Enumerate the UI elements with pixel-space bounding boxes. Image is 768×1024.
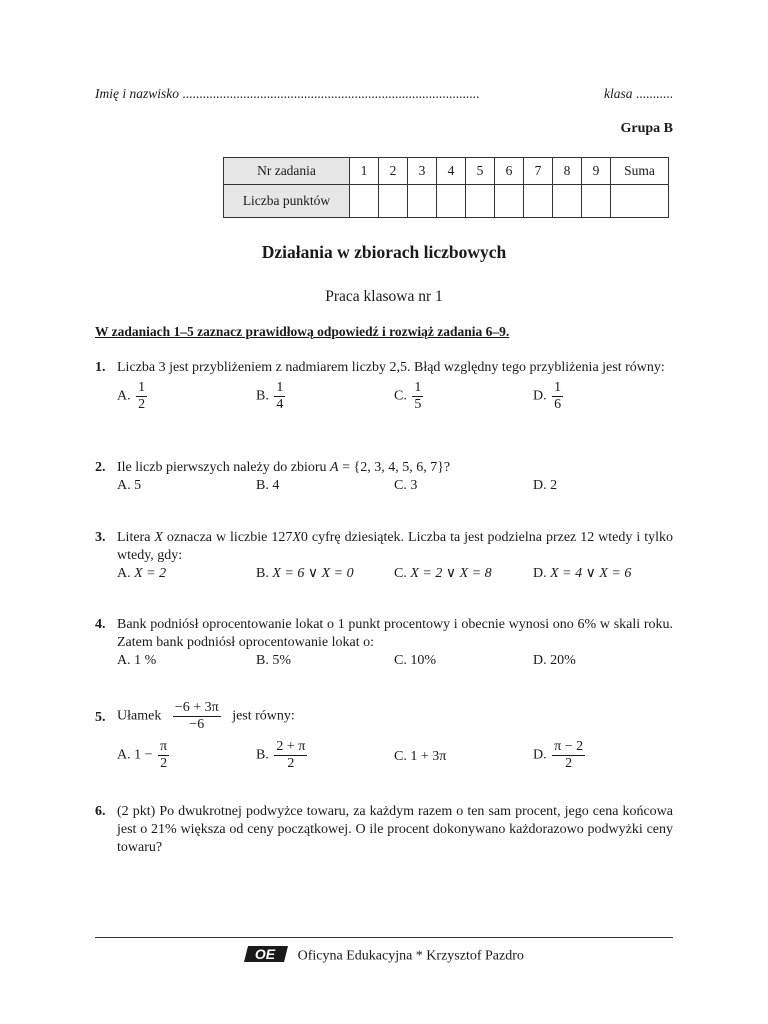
points-cell[interactable]: [466, 185, 495, 218]
task-number: 4: [437, 158, 466, 185]
option-c[interactable]: C. 3: [394, 478, 418, 493]
fraction: $\frac{1}{6}$: [554, 380, 562, 412]
option-c[interactable]: C. $\frac{1}{5}$: [394, 380, 422, 412]
task-number: 9: [582, 158, 611, 185]
publisher-name: Oficyna Edukacyjna * Krzysztof Pazdro: [297, 948, 524, 964]
task-number-header: Nr zadania: [224, 158, 350, 185]
name-field[interactable]: [95, 86, 479, 102]
question-2: [95, 459, 673, 499]
task-number: 7: [524, 158, 553, 185]
option-b[interactable]: B. $\frac{1}{4}$: [256, 380, 284, 412]
question-text: Ile liczb pierwszych należy do zbioru A = {2, 3, 4, 5, 6, 7}?: [117, 460, 451, 475]
option-a[interactable]: A. 1 %: [117, 653, 157, 668]
option-c[interactable]: C. 1 + 3π: [394, 749, 447, 764]
answer-options: [117, 565, 673, 587]
answer-options: [117, 739, 673, 779]
option-a[interactable]: A. 5: [117, 478, 142, 493]
points-cell[interactable]: [350, 185, 379, 218]
question-number: 5.: [95, 710, 106, 725]
question-text: (2 pkt) Po dwukrotnej podwyżce towaru, za każdym razem o ten sam procent, jego cena końcowa jest o 21% większa od ceny początkowej. O ile procent dokonywano każdorazowo podwyżki ceny towaru?: [117, 804, 673, 855]
points-cell[interactable]: [408, 185, 437, 218]
page-subtitle: Praca klasowa nr 1: [325, 288, 443, 305]
page-title: Działania w zbiorach liczbowych: [261, 242, 507, 262]
class-dots: ...........: [632, 86, 673, 101]
score-row-points: [224, 185, 669, 218]
score-row-tasks: [224, 158, 669, 185]
publisher-logo-icon: [244, 944, 290, 969]
score-table: [223, 157, 669, 218]
question-6: [95, 803, 673, 857]
points-cell[interactable]: [582, 185, 611, 218]
option-d[interactable]: D. $\frac{1}{6}$: [533, 380, 562, 412]
points-cell[interactable]: [524, 185, 553, 218]
points-cell[interactable]: [553, 185, 582, 218]
points-sum-cell[interactable]: [611, 185, 669, 218]
option-d[interactable]: D. $\frac{\pi - 2}{2}$: [533, 739, 584, 771]
svg-text:OE: OE: [255, 946, 276, 962]
option-c[interactable]: C. 10%: [394, 653, 436, 668]
answer-options: [117, 652, 673, 674]
answer-options: [117, 477, 673, 499]
fraction: $\frac{1}{4}$: [276, 380, 284, 412]
question-5: [95, 700, 673, 779]
task-number: 1: [350, 158, 379, 185]
question-4: [95, 616, 673, 674]
name-label: Imię i nazwisko: [95, 86, 179, 101]
option-b[interactable]: B. 5%: [256, 653, 291, 668]
fraction: $\frac{1}{2}$: [138, 380, 146, 412]
option-d[interactable]: D. X = 4 ∨ X = 6: [533, 566, 632, 581]
question-text: Liczba 3 jest przybliżeniem z nadmiarem liczby 2,5. Błąd względny tego przybliżenia jest równy:: [117, 360, 665, 375]
answer-options: [117, 380, 673, 420]
question-number: 2.: [95, 460, 106, 475]
fraction: $\frac{-6 + 3\pi}{-6}$: [174, 700, 219, 732]
class-field[interactable]: [604, 86, 673, 102]
question-text: Bank podniósł oprocentowanie lokat o 1 punkt procentowy i obecnie wynosi ono 6% w skali roku. Zatem bank podniósł oprocentowanie lokat o:: [117, 617, 673, 650]
question-number: 6.: [95, 804, 106, 819]
class-label: klasa: [604, 86, 633, 101]
question-3: [95, 529, 673, 587]
option-b[interactable]: B. X = 6 ∨ X = 0: [256, 566, 354, 581]
option-a[interactable]: A. $\frac{1}{2}$: [117, 380, 146, 412]
footer: [0, 944, 768, 969]
task-number: 6: [495, 158, 524, 185]
task-number: 5: [466, 158, 495, 185]
option-a[interactable]: A. X = 2: [117, 566, 167, 581]
fraction: $\frac{\pi - 2}{2}$: [554, 739, 584, 771]
points-cell[interactable]: [379, 185, 408, 218]
name-dots: ........................................................................................: [179, 86, 480, 101]
task-number: 8: [553, 158, 582, 185]
question-1: [95, 359, 673, 420]
fraction: $\frac{\pi}{2}$: [160, 739, 168, 771]
question-text: Ułamek $\frac{-6 + 3\pi}{-6}$ jest równy:: [117, 700, 295, 732]
option-d[interactable]: D. 20%: [533, 653, 576, 668]
question-number: 4.: [95, 617, 106, 632]
question-number: 3.: [95, 530, 106, 545]
sum-header: Suma: [611, 158, 669, 185]
task-number: 3: [408, 158, 437, 185]
question-number: 1.: [95, 360, 106, 375]
option-b[interactable]: B. 4: [256, 478, 280, 493]
fraction: $\frac{2 + \pi}{2}$: [276, 739, 306, 771]
option-d[interactable]: D. 2: [533, 478, 558, 493]
instructions: W zadaniach 1–5 zaznacz prawidłową odpowiedź i rozwiąż zadania 6–9.: [95, 324, 510, 339]
points-header: Liczba punktów: [224, 185, 350, 218]
footer-divider: [95, 937, 673, 938]
question-text: Litera X oznacza w liczbie 127X0 cyfrę dziesiątek. Liczba ta jest podzielna przez 12 wtedy i tylko wtedy, gdy:: [117, 530, 673, 563]
task-number: 2: [379, 158, 408, 185]
group-label: Grupa B: [620, 121, 673, 136]
fraction: $\frac{1}{5}$: [414, 380, 422, 412]
option-a[interactable]: A. 1 − $\frac{\pi}{2}$: [117, 739, 168, 771]
points-cell[interactable]: [495, 185, 524, 218]
points-cell[interactable]: [437, 185, 466, 218]
option-c[interactable]: C. X = 2 ∨ X = 8: [394, 566, 492, 581]
option-b[interactable]: B. $\frac{2 + \pi}{2}$: [256, 739, 306, 771]
